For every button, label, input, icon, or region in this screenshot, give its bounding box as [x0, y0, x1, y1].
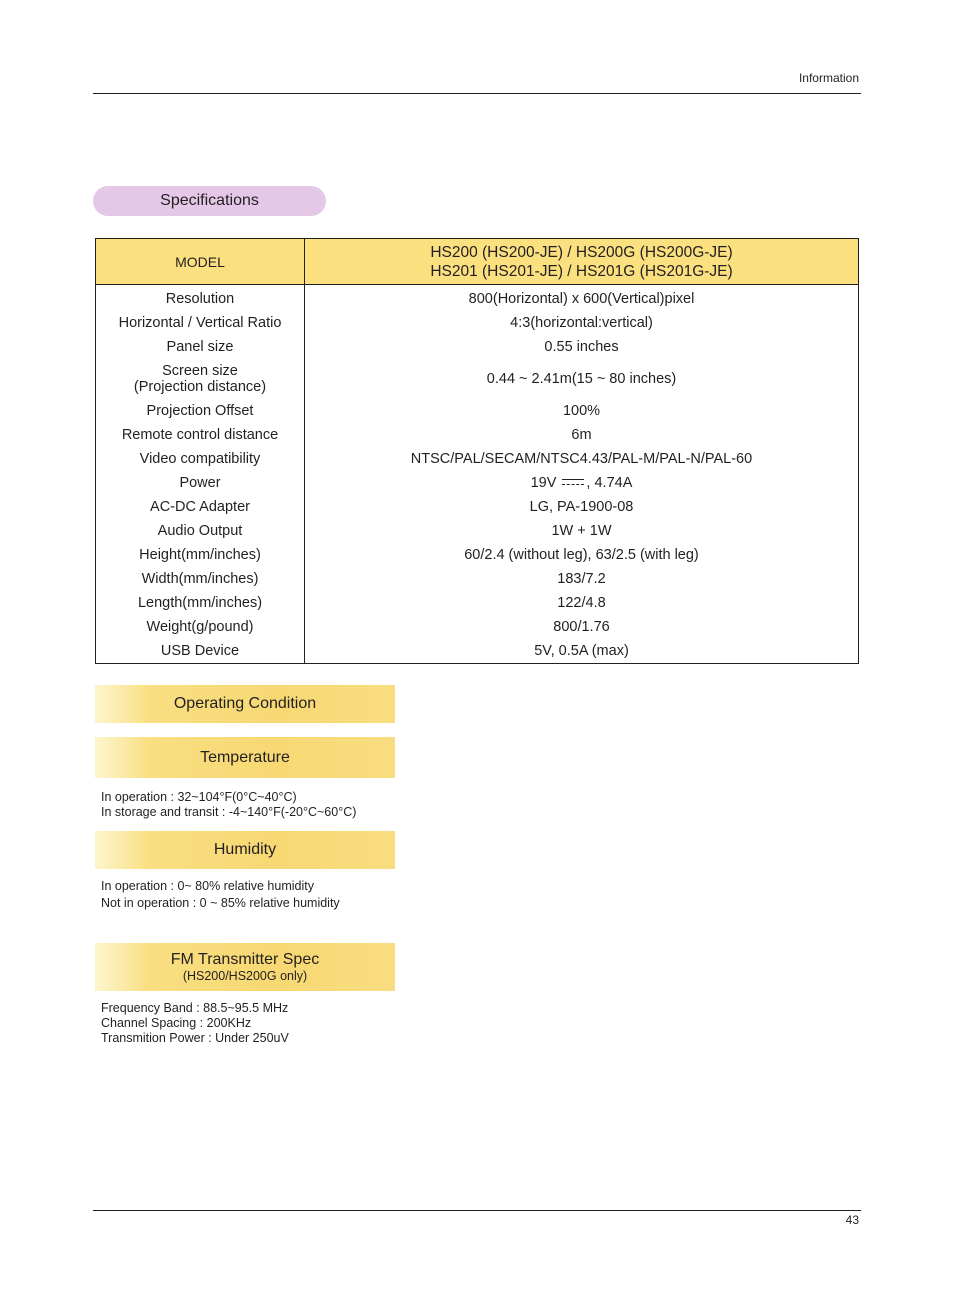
spec-value: 6m	[571, 427, 592, 443]
model-header: MODEL	[96, 239, 305, 285]
power-voltage: 19V	[530, 475, 557, 491]
spec-value: 800(Horizontal) x 600(Vertical)pixel	[468, 291, 695, 307]
fm-line: Transmition Power : Under 250uV	[101, 1031, 289, 1045]
spec-value: 122/4.8	[557, 595, 606, 611]
table-row	[96, 399, 859, 423]
model-line: HS200 (HS200-JE) / HS200G (HS200G-JE)	[430, 243, 733, 261]
operating-condition-title: Operating Condition	[173, 695, 317, 712]
spec-label: Horizontal / Vertical Ratio	[96, 311, 305, 335]
specifications-table	[95, 238, 859, 664]
spec-value: NTSC/PAL/SECAM/NTSC4.43/PAL-M/PAL-N/PAL-60	[410, 451, 753, 467]
spec-label-line: Screen size	[162, 363, 238, 379]
spec-label: Weight(g/pound)	[96, 615, 305, 639]
spec-label: Remote control distance	[96, 423, 305, 447]
table-row	[96, 567, 859, 591]
table-row	[96, 471, 859, 495]
humidity-notes	[101, 878, 340, 912]
spec-value: 100%	[562, 403, 601, 419]
footer-rule	[93, 1210, 861, 1211]
temperature-line: In operation : 32~104°F(0°C~40°C)	[101, 790, 297, 804]
spec-label	[96, 359, 305, 399]
model-line: HS201 (HS201-JE) / HS201G (HS201G-JE)	[430, 262, 733, 280]
humidity-line: In operation : 0~ 80% relative humidity	[101, 879, 314, 893]
spec-value: 60/2.4 (without leg), 63/2.5 (with leg)	[464, 547, 699, 563]
fm-line: Frequency Band : 88.5~95.5 MHz	[101, 1001, 289, 1015]
table-row	[96, 285, 859, 312]
model-values	[305, 239, 859, 285]
power-current: , 4.74A	[586, 475, 633, 491]
spec-label: Power	[96, 471, 305, 495]
spec-label: AC-DC Adapter	[96, 495, 305, 519]
table-row	[96, 591, 859, 615]
temperature-line: In storage and transit : -4~140°F(-20°C~60°C)	[101, 805, 357, 819]
spec-label: Width(mm/inches)	[96, 567, 305, 591]
spec-value: 183/7.2	[557, 571, 606, 587]
operating-condition-heading	[95, 685, 395, 723]
temperature-heading	[95, 737, 395, 778]
spec-value: 4:3(horizontal:vertical)	[510, 315, 653, 331]
humidity-heading	[95, 831, 395, 869]
spec-label: Panel size	[96, 335, 305, 359]
spec-value: 0.55 inches	[544, 339, 619, 355]
fm-transmitter-heading	[95, 943, 395, 991]
table-header-row	[96, 239, 859, 285]
spec-value: 1W + 1W	[551, 523, 612, 539]
spec-label: Video compatibility	[96, 447, 305, 471]
humidity-line: Not in operation : 0 ~ 85% relative humidity	[101, 896, 340, 910]
fm-line: Channel Spacing : 200KHz	[101, 1016, 252, 1030]
table-row	[96, 335, 859, 359]
spec-label: Height(mm/inches)	[96, 543, 305, 567]
table-row	[96, 543, 859, 567]
page-number: 43	[845, 1213, 859, 1227]
temperature-title: Temperature	[200, 748, 290, 766]
specifications-heading: Specifications	[93, 186, 326, 216]
fm-transmitter-title: FM Transmitter Spec	[170, 951, 320, 968]
table-row	[96, 615, 859, 639]
spec-value	[305, 471, 859, 495]
fm-transmitter-notes	[101, 1001, 289, 1046]
spec-label: USB Device	[96, 639, 305, 664]
spec-label-line: (Projection distance)	[133, 379, 267, 395]
spec-label: Resolution	[96, 285, 305, 312]
humidity-title: Humidity	[213, 841, 277, 858]
spec-value: 5V, 0.5A (max)	[534, 643, 629, 659]
dc-symbol-icon	[562, 478, 584, 488]
spec-label: Length(mm/inches)	[96, 591, 305, 615]
spec-value: 800/1.76	[553, 619, 610, 635]
table-row	[96, 519, 859, 543]
header-rule	[93, 93, 861, 94]
spec-label: Projection Offset	[96, 399, 305, 423]
section-header: Information	[798, 71, 859, 85]
table-row	[96, 311, 859, 335]
spec-value: 0.44 ~ 2.41m(15 ~ 80 inches)	[486, 371, 677, 387]
fm-transmitter-subtitle: (HS200/HS200G only)	[182, 969, 308, 983]
spec-value: LG, PA-1900-08	[529, 499, 634, 515]
temperature-notes	[101, 790, 356, 820]
table-row	[96, 495, 859, 519]
table-row	[96, 447, 859, 471]
table-row	[96, 359, 859, 399]
spec-label: Audio Output	[96, 519, 305, 543]
table-row	[96, 423, 859, 447]
table-row	[96, 639, 859, 664]
